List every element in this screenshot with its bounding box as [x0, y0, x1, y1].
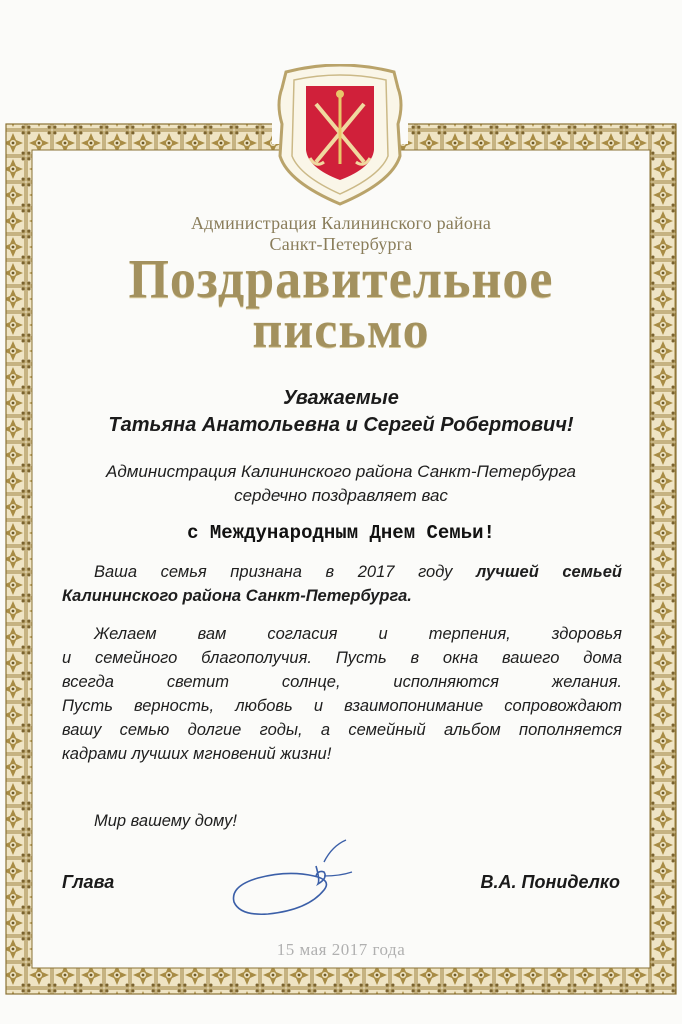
- paragraph-recognition-line-2: Калининского района Санкт-Петербурга.: [62, 587, 412, 605]
- wishes-line-1: Желаем вам согласия и терпения, здоровья: [94, 625, 622, 643]
- intro-line-2: сердечно поздравляет вас: [234, 486, 448, 505]
- document-title-line-1: Поздравительное: [128, 249, 554, 310]
- signatory-role: Глава: [62, 872, 115, 892]
- wishes-line-3: всегда светит солнце, исполняются желания.: [62, 673, 622, 691]
- recognition-bold-a: лучшей семьей: [476, 563, 622, 581]
- handwritten-signature: [228, 836, 368, 926]
- paragraph-recognition-line-1: [62, 560, 622, 584]
- wishes-line-5: вашу семью долгие годы, а семейный альбом пополняется: [62, 721, 622, 739]
- coat-of-arms-icon: [272, 64, 408, 206]
- paragraph-wishes: [62, 622, 622, 766]
- wishes-line-2: и семейного благополучия. Пусть в окна вашего дома: [62, 649, 622, 667]
- greeting-salutation: Уважаемые: [283, 387, 399, 409]
- recognition-text: Ваша семья признана в 2017 году: [94, 563, 453, 581]
- closing-wish: Мир вашему дому!: [94, 812, 238, 830]
- document-title-line-2: письмо: [252, 302, 430, 359]
- intro-line-1: Администрация Калининского района Санкт-Петербурга: [106, 462, 576, 481]
- organization-line-2: Санкт-Петербурга: [269, 234, 413, 254]
- document-date: 15 мая 2017 года: [276, 940, 406, 959]
- wishes-line-4: Пусть верность, любовь и взаимопонимание сопровождают: [62, 697, 622, 715]
- signatory-name: В.А. Пониделко: [480, 872, 620, 892]
- holiday-line: с Международным Днем Семьи!: [187, 522, 495, 544]
- paragraph-recognition: [62, 560, 622, 608]
- organization-line-1: Администрация Калининского района: [190, 213, 492, 233]
- wishes-line-6: кадрами лучших мгновений жизни!: [62, 745, 332, 763]
- greeting-names: Татьяна Анатольевна и Сергей Робертович!: [108, 414, 574, 436]
